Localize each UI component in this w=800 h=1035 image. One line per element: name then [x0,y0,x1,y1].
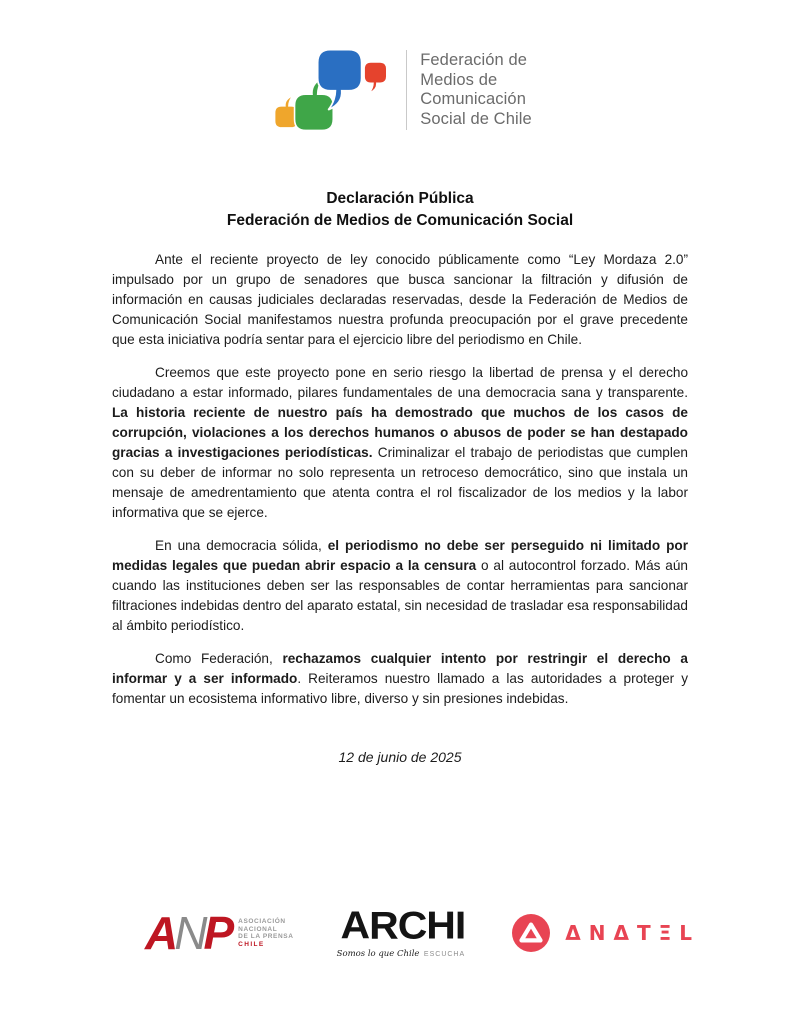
paragraph-1 [112,250,688,350]
anp-caption-line: DE LA PRENSA [238,933,294,940]
text-segment: En una democracia sólida, [155,538,328,553]
member-logos [0,905,800,961]
logo-org-name-line: Federación de [420,51,528,69]
text-segment: Criminalizar el trabajo de periodistas que cumplen con su deber de informar no solo representa un retroceso democrático, sino que instala un mensaje de amedrentamiento que atenta contra el rol fiscalizador de los medios y la labor informativa que se ejerce. [112,445,688,520]
title-line-1: Declaración Pública [326,190,474,207]
bold-text-segment: el periodismo no debe ser perseguido ni limitado por medidas legales que puedan abrir espacio a la censura [112,538,689,573]
quote-marks-logo-icon [268,48,390,132]
anp-wordmark [145,907,231,959]
logo-org-name [420,51,532,129]
archi-tagline-caps: ESCUCHA [423,951,466,958]
anp-logo [145,907,294,959]
logo-org-name-line: Medios de [420,70,498,89]
bold-text-segment: La historia reciente de nuestro país ha demostrado que muchos de los casos de corrupción, violaciones a los derechos humanos o abusos de poder se han destapado gracias a investigaciones periodísticas. [112,405,688,460]
logo-org-name-line: Social de Chile [420,109,532,128]
bold-text-segment: rechazamos cualquier intento por restringir el derecho a informar y a ser informado [112,651,688,686]
logo-divider [406,50,407,130]
text-segment: . Reiteramos nuestro llamado a las autoridades a proteger y fomentar un ecosistema informativo libre, diverso y sin presiones indebidas. [112,671,689,706]
text-segment: Creemos que este proyecto pone en serio riesgo la libertad de prensa y el derecho ciudadano a estar informado, pilares fundamentales de una democracia sana y transparente. [112,365,688,400]
anatel-wordmark: ΔNΔTΞL [565,921,700,945]
paragraph-3 [112,536,688,636]
anp-caption [238,918,293,948]
text-segment: Ante el reciente proyecto de ley conocido públicamente como “Ley Mordaza 2.0” impulsado por un grupo de senadores que busca sancionar la filtración y difusión de información en causas judiciales declaradas reservadas, desde la Federación de Medios de Comunicación Social manifestamos nuestra profunda preocupación por el grave precedente que esta iniciativa podría sentar para el ejercicio libre del periodismo en Chile. [112,252,688,347]
text-segment: o al autocontrol forzado. Más aún cuando las instituciones deben ser las responsables de contar herramientas para sancionar filtraciones indebidas dentro del aparato estatal, sin necesidad de trasladar esa responsabilidad al ámbito periodístico. [112,558,688,633]
federation-logo [0,0,800,132]
archi-wordmark: ARCHI [340,903,466,947]
text-segment: Como Federación, [155,651,283,666]
anatel-triangle-icon [512,914,550,952]
document-body [112,250,688,709]
anatel-logo [512,914,700,952]
anp-letter-p: P [203,907,231,959]
red-quote-shape [365,62,387,92]
document-title [0,188,800,232]
title-line-2: Federación de Medios de Comunicación Social [226,212,574,229]
logo-org-name-line: Comunicación [420,90,526,108]
anp-letter-n: N [174,907,204,959]
paragraph-4 [112,649,688,709]
anp-caption-line: ASOCIACIÓN [238,918,286,925]
anp-caption-line: NACIONAL [238,925,278,933]
paragraph-2 [112,363,688,523]
anp-letter-a: A [145,907,175,959]
document-date: 12 de junio de 2025 [338,749,462,765]
archi-tagline-script: Somos lo que Chile [336,949,420,959]
anp-caption-chile: CHILE [238,940,265,948]
archi-logo [337,905,470,961]
